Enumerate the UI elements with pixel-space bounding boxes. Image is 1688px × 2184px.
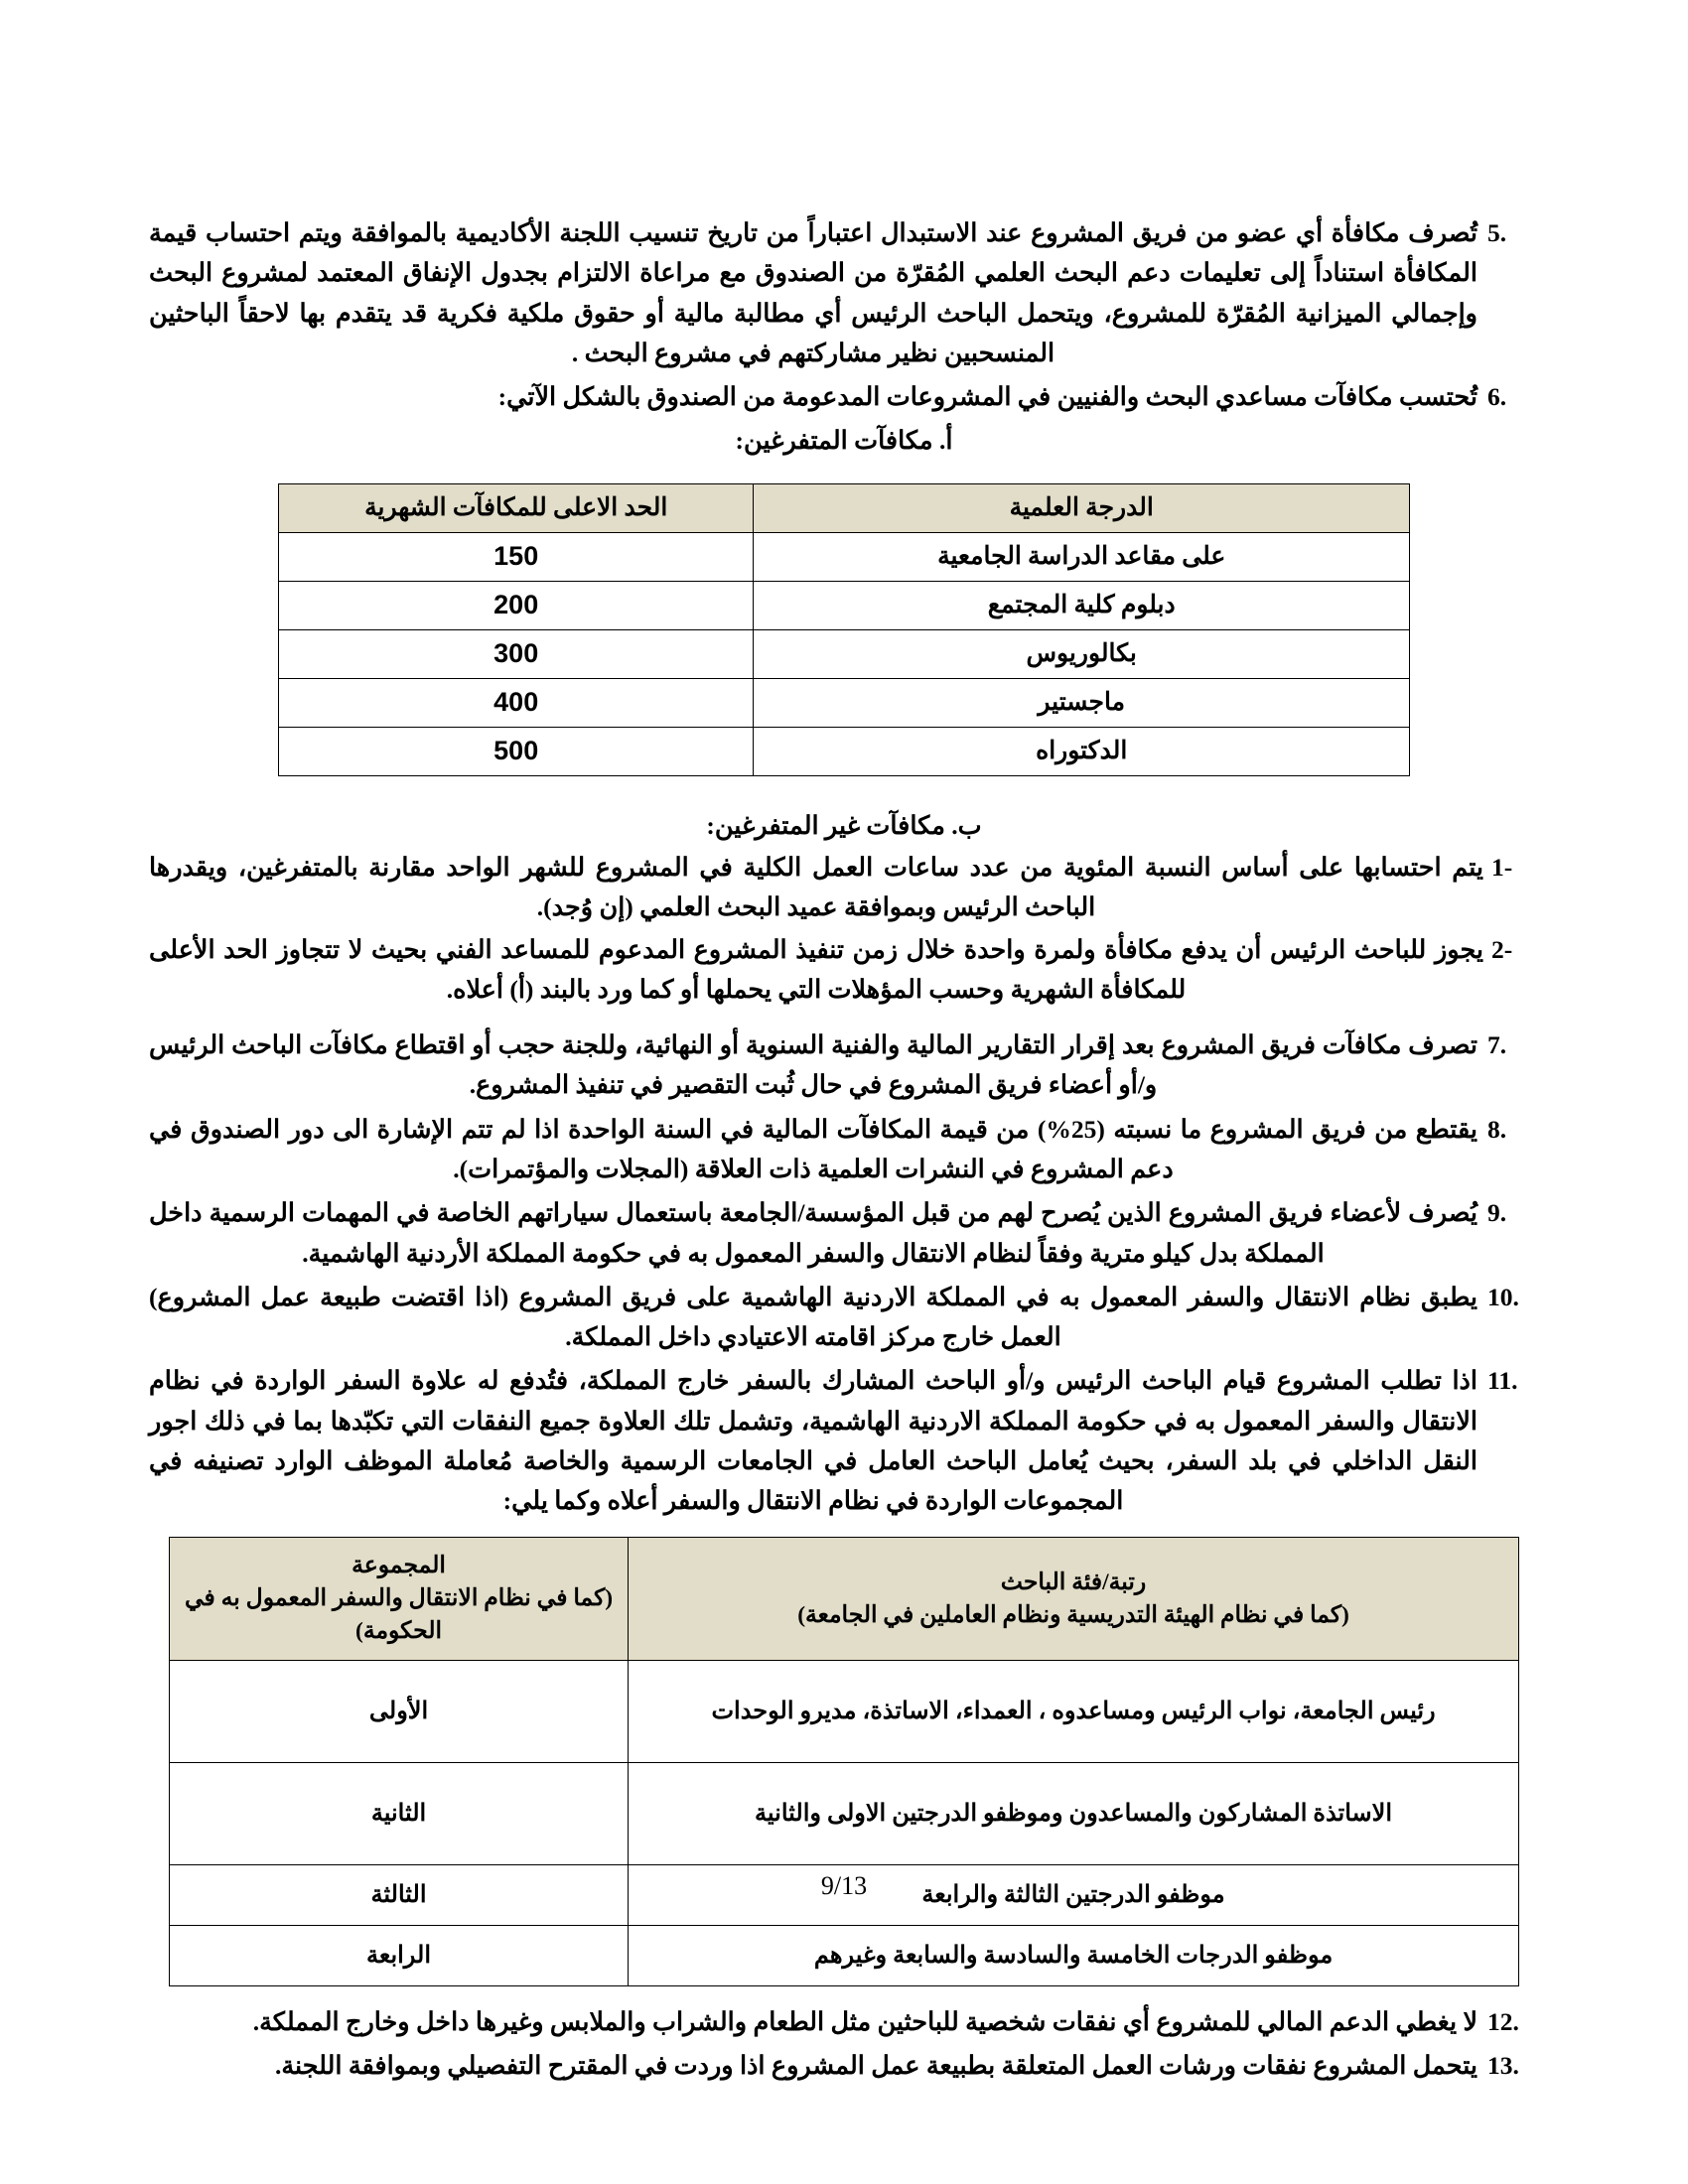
- clause-text: تُصرف مكافأة أي عضو من فريق المشروع عند الاستبدال اعتباراً من تاريخ تنسيب اللجنة الأكاديمية بالموافقة ويتم احتساب قيمة المكافأة استناداً إلى تعليمات دعم البحث العلمي المُقرّة من الصندوق مع مراعاة الالتزام بجدول الإنفاق المعتمد لمشروع البحث وإجمالي الميزانية المُقرّة للمشروع، ويتحمل الباحث الرئيس أي مطالبة مالية أو حقوق ملكية فكرية قد يتقدم بها لاحقاً الباحثين المنسحبين نظير مشاركتهم في مشروع البحث .: [149, 218, 1477, 367]
- table-row: [170, 1763, 1519, 1865]
- clause-item-7: [149, 1025, 1539, 1106]
- cell-degree: بكالوريوس: [754, 629, 1410, 678]
- allowances-table-wrapper: [149, 483, 1539, 776]
- clause-item-11: [149, 1361, 1539, 1521]
- table-row: [279, 678, 1410, 727]
- clause-item-10: [149, 1278, 1539, 1358]
- clause-item-8: [149, 1110, 1539, 1190]
- sub-label-a: أ. مكافآت المتفرغين:: [735, 426, 953, 456]
- clause-item-12: [149, 2002, 1539, 2042]
- page-footer: [0, 1871, 1688, 1901]
- table-row: [170, 1926, 1519, 1986]
- sub-clause-number: 2-: [1491, 934, 1513, 964]
- cell-max-monthly: 200: [279, 581, 754, 629]
- travel-groups-table-head: [170, 1538, 1519, 1661]
- clause-text: تُحتسب مكافآت مساعدي البحث والفنيين في المشروعات المدعومة من الصندوق بالشكل الآتي:: [497, 382, 1477, 412]
- clause-number: 13.: [1487, 2051, 1519, 2081]
- spacer: [149, 1986, 1539, 2002]
- sub-clause-text: يجوز للباحث الرئيس أن يدفع مكافأة ولمرة واحدة خلال زمن تنفيذ المشروع المدعوم للمساعد الفني بحيث لا تتجاوز الحد الأعلى للمكافأة الشهرية وحسب المؤهلات التي يحملها أو كما ورد بالبند (أ) أعلاه.: [149, 934, 1483, 1004]
- table-row: [279, 581, 1410, 629]
- clause-item-6: [149, 377, 1539, 417]
- table-row: [279, 532, 1410, 581]
- clause-item-13: [149, 2046, 1539, 2086]
- cell-degree: دبلوم كلية المجتمع: [754, 581, 1410, 629]
- cell-max-monthly: 500: [279, 727, 754, 775]
- table-row: [279, 629, 1410, 678]
- clause-text: يقتطع من فريق المشروع ما نسبته (25%) من قيمة المكافآت المالية في السنة الواحدة اذا لم تتم الإشارة الى دور الصندوق في دعم المشروع في النشرات العلمية ذات العلاقة (المجلات والمؤتمرات).: [149, 1114, 1477, 1183]
- cell-degree: على مقاعد الدراسة الجامعية: [754, 532, 1410, 581]
- table-header-row: [170, 1538, 1519, 1661]
- clause-number: 9.: [1487, 1198, 1507, 1228]
- clause-text: يطبق نظام الانتقال والسفر المعمول به في المملكة الاردنية الهاشمية على فريق المشروع (اذا اقتضت طبيعة عمل المشروع) العمل خارج مركز اقامته الاعتيادي داخل المملكة.: [149, 1282, 1477, 1352]
- clause-item-9: [149, 1193, 1539, 1274]
- allowances-table-body: [279, 532, 1410, 775]
- travel-groups-table: [169, 1537, 1519, 1986]
- header-group-line1: المجموعة: [352, 1553, 446, 1579]
- sub-label-b: ب. مكافآت غير المتفرغين:: [706, 810, 982, 840]
- allowances-table: [278, 483, 1410, 776]
- table-row: [279, 727, 1410, 775]
- numbered-clause-list: [149, 213, 1539, 417]
- cell-group: الأولى: [170, 1661, 629, 1763]
- document-content: [149, 213, 1539, 2091]
- clause-number: 7.: [1487, 1030, 1507, 1060]
- table-header-row: [279, 483, 1410, 532]
- cell-group: الثانية: [170, 1763, 629, 1865]
- sub-clause-number: 1-: [1491, 852, 1513, 882]
- header-researcher-rank: [629, 1538, 1519, 1661]
- cell-max-monthly: 150: [279, 532, 754, 581]
- cell-degree: ماجستير: [754, 678, 1410, 727]
- clause-number: 11.: [1487, 1366, 1518, 1396]
- header-group-line2: (كما في نظام الانتقال والسفر المعمول به في الحكومة): [184, 1585, 614, 1645]
- clause-text: يُصرف لأعضاء فريق المشروع الذين يُصرح لهم من قبل المؤسسة/الجامعة باستعمال سياراتهم الخاصة في المهمات الرسمية داخل المملكة بدل كيلو مترية وفقاً لنظام الانتقال والسفر المعمول به في حكومة المملكة الأردنية الهاشمية.: [149, 1198, 1477, 1268]
- travel-groups-table-body: [170, 1661, 1519, 1986]
- numbered-clause-list-continued: [149, 1025, 1539, 1521]
- cell-rank: موظفو الدرجتين الثالثة والرابعة: [629, 1865, 1519, 1926]
- spacer: [149, 1016, 1539, 1025]
- cell-degree: الدكتوراه: [754, 727, 1410, 775]
- sub-clause-list: [149, 848, 1539, 1010]
- page-number: 9/13: [820, 1871, 868, 1900]
- cell-max-monthly: 300: [279, 629, 754, 678]
- cell-rank: موظفو الدرجات الخامسة والسادسة والسابعة وغيرهم: [629, 1926, 1519, 1986]
- table-row: [170, 1661, 1519, 1763]
- header-max-monthly: الحد الاعلى للمكافآت الشهرية: [279, 483, 754, 532]
- clause-text: اذا تطلب المشروع قيام الباحث الرئيس و/أو الباحث المشارك بالسفر خارج المملكة، فتُدفع له علاوة السفر الواردة في نظام الانتقال والسفر المعمول به في حكومة المملكة الاردنية الهاشمية، وتشمل تلك العلاوة جميع النفقات التي تكبّدها بما في ذلك اجور النقل الداخلي في بلد السفر، بحيث يُعامل الباحث العامل في الجامعات الرسمية والخاصة مُعاملة الموظف الوارد تصنيفه في المجموعات الواردة في نظام الانتقال والسفر أعلاه وكما يلي:: [149, 1366, 1477, 1516]
- clause-number: 5.: [1487, 218, 1507, 247]
- numbered-clause-list-end: [149, 2002, 1539, 2087]
- sub-clause-item-2: [149, 930, 1539, 1011]
- clause-text: تصرف مكافآت فريق المشروع بعد إقرار التقارير المالية والفنية السنوية أو النهائية، وللجنة حجب أو اقتطاع مكافآت الباحث الرئيس و/أو أعضاء فريق المشروع في حال ثُبت التقصير في تنفيذ المشروع.: [149, 1030, 1477, 1100]
- clause-text: لا يغطي الدعم المالي للمشروع أي نفقات شخصية للباحثين مثل الطعام والشراب والملابس وغيرها داخل وخارج المملكة.: [252, 2007, 1477, 2037]
- header-rank-line1: رتبة/فئة الباحث: [1000, 1569, 1147, 1595]
- allowances-table-head: [279, 483, 1410, 532]
- cell-group: الرابعة: [170, 1926, 629, 1986]
- clause-text: يتحمل المشروع نفقات ورشات العمل المتعلقة بطبيعة عمل المشروع اذا وردت في المقترح التفصيلي وبموافقة اللجنة.: [274, 2051, 1477, 2081]
- cell-group: الثالثة: [170, 1865, 629, 1926]
- header-degree: الدرجة العلمية: [754, 483, 1410, 532]
- header-group: [170, 1538, 629, 1661]
- header-rank-line2: (كما في نظام الهيئة التدريسية ونظام العاملين في الجامعة): [797, 1601, 1349, 1628]
- sub-clause-item-1: [149, 848, 1539, 928]
- clause-number: 12.: [1487, 2007, 1519, 2037]
- clause-number: 6.: [1487, 382, 1507, 412]
- clause-number: 8.: [1487, 1114, 1507, 1144]
- sub-clause-text: يتم احتسابها على أساس النسبة المئوية من عدد ساعات العمل الكلية في المشروع للشهر الواحد مقارنة بالمتفرغين، ويقدرها الباحث الرئيس وبموافقة عميد البحث العلمي (إن وُجد).: [149, 852, 1483, 922]
- cell-max-monthly: 400: [279, 678, 754, 727]
- travel-groups-table-wrapper: [149, 1537, 1539, 1986]
- cell-rank: الاساتذة المشاركون والمساعدون وموظفو الدرجتين الاولى والثانية: [629, 1763, 1519, 1865]
- clause-number: 10.: [1487, 1282, 1519, 1311]
- clause-item-5: [149, 213, 1539, 373]
- cell-rank: رئيس الجامعة، نواب الرئيس ومساعدوه ، العمداء، الاساتذة، مديرو الوحدات: [629, 1661, 1519, 1763]
